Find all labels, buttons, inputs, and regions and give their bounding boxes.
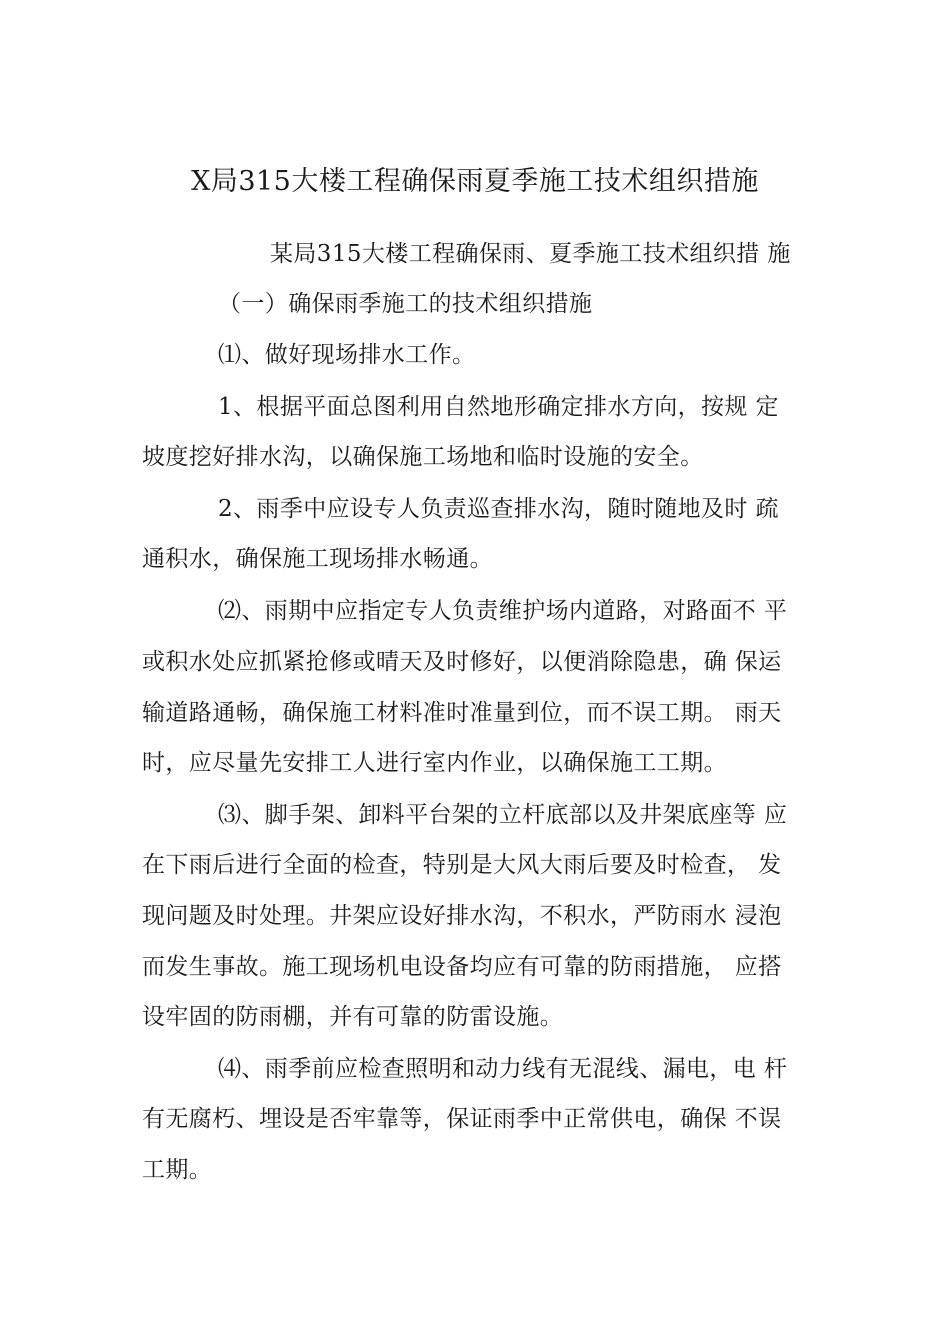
paragraph-line: 在下雨后进行全面的检查，特别是大风大雨后要及时检查， 发: [142, 852, 782, 878]
paragraph-line: ⑷、雨季前应检查照明和动力线有无混线、漏电，电 杆: [218, 1056, 788, 1082]
paragraph-line: 而发生事故。施工现场机电设备均应有可靠的防雨措施， 应搭: [142, 954, 782, 980]
paragraph-line: 通积水，确保施工现场排水畅通。: [142, 546, 493, 572]
paragraph-line: 1、根据平面总图利用自然地形确定排水方向，按规 定: [218, 394, 779, 420]
paragraph-line: 设牢固的防雨棚，并有可靠的防雷设施。: [142, 1004, 564, 1030]
paragraph-line: 输道路通畅，确保施工材料准时准量到位，而不误工期。 雨天: [142, 700, 782, 726]
paragraph-line: ⑵、雨期中应指定专人负责维护场内道路，对路面不 平: [218, 598, 788, 624]
paragraph-line: 工期。: [142, 1157, 213, 1183]
paragraph-line: ⑴、做好现场排水工作。: [218, 342, 476, 368]
paragraph-line: ⑶、脚手架、卸料平台架的立杆底部以及井架底座等 应: [218, 802, 788, 828]
paragraph-line: 时，应尽量先安排工人进行室内作业，以确保施工工期。: [142, 750, 727, 776]
paragraph-line: 现问题及时处理。井架应设好排水沟，不积水，严防雨水 浸泡: [142, 903, 782, 929]
paragraph-line: 有无腐朽、埋设是否牢靠等，保证雨季中正常供电，确保 不误: [142, 1106, 782, 1132]
section-heading: （一）确保雨季施工的技术组织措施: [218, 291, 593, 317]
document-subtitle: 某局315大楼工程确保雨、夏季施工技术组织措 施: [270, 241, 791, 267]
paragraph-line: 坡度挖好排水沟，以确保施工场地和临时设施的安全。: [142, 444, 704, 470]
paragraph-line: 或积水处应抓紧抢修或晴天及时修好，以便消除隐患，确 保运: [142, 649, 782, 675]
document-title: X局315大楼工程确保雨夏季施工技术组织措施: [191, 166, 759, 197]
paragraph-line: 2、雨季中应设专人负责巡查排水沟，随时随地及时 疏: [218, 496, 779, 522]
